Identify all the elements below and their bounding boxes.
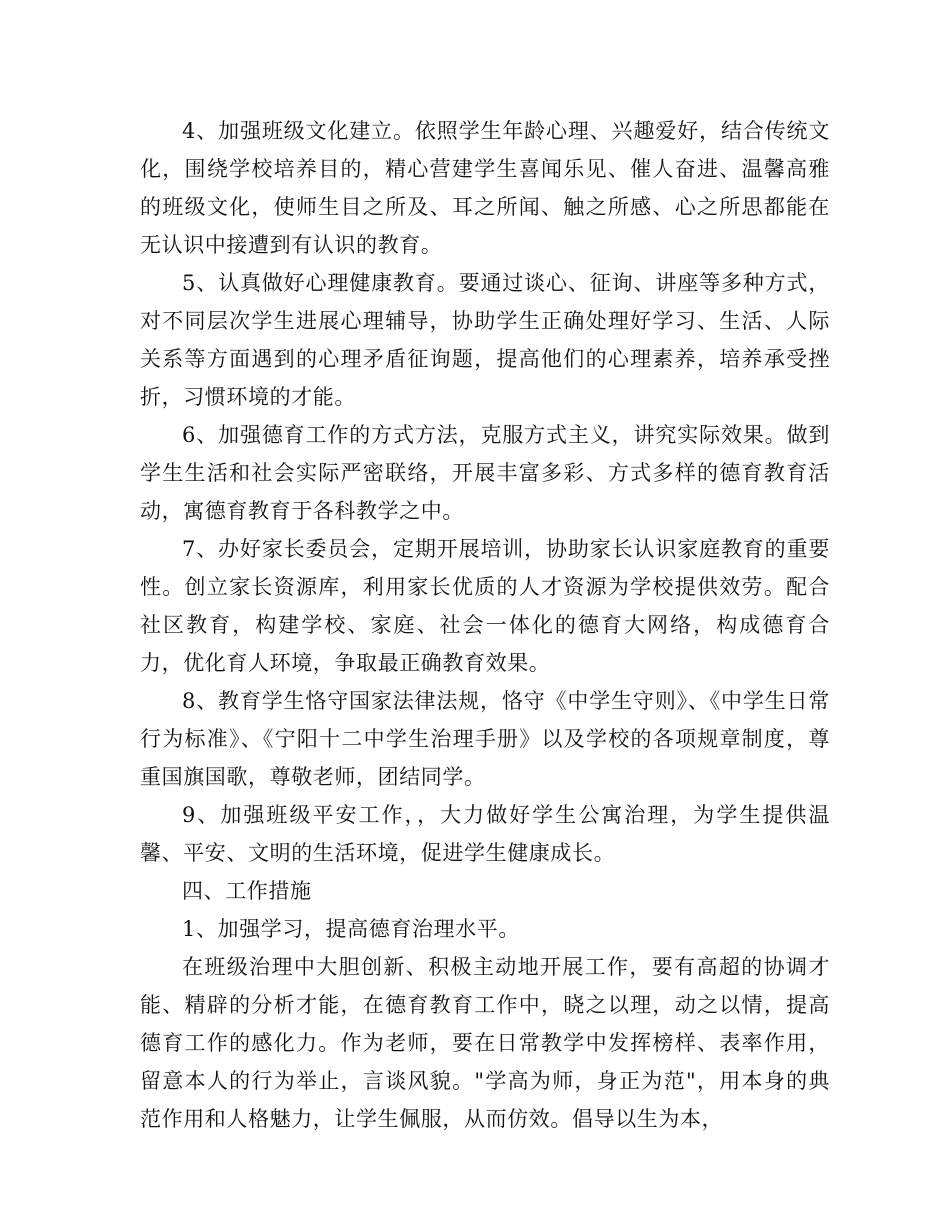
paragraph-class-safety: 9、加强班级平安工作，，大力做好学生公寓治理，为学生提供温馨、平安、文明的生活环境，促进学生健康成长。 <box>140 803 830 865</box>
paragraph-class-management: 在班级治理中大胆创新、积极主动地开展工作，要有高超的协调才能、精辟的分析才能，在德育教育工作中，晓之以理，动之以情，提高德育工作的感化力。作为老师，要在日常教学中发挥榜样、表率作用，留意本人的行为举止，言谈风貌。"学高为师，身正为范"，用本身的典范作用和人格魅力，让学生佩服，从而仿效。倡导以生为本， <box>140 955 830 1131</box>
paragraph-parent-committee: 7、办好家长委员会，定期开展培训，协助家长认识家庭教育的重要性。创立家长资源库，利用家长优质的人才资源为学校提供效劳。配合社区教育，构建学校、家庭、社会一体化的德育大网络，构成德育合力，优化育人环境，争取最正确教育效果。 <box>140 537 830 675</box>
document-body <box>140 112 830 1138</box>
paragraph-moral-methods: 6、加强德育工作的方式方法，克服方式主义，讲究实际效果。做到学生生活和社会实际严密联络，开展丰富多彩、方式多样的德育教育活动，寓德育教育于各科教学之中。 <box>140 423 830 523</box>
paragraph-mental-health: 5、认真做好心理健康教育。要通过谈心、征询、讲座等多种方式，对不同层次学生进展心理辅导，协助学生正确处理好学习、生活、人际关系等方面遇到的心理矛盾征询题，提高他们的心理素养，培养承受挫折，习惯环境的才能。 <box>140 271 830 409</box>
section-heading-measures: 四、工作措施 <box>182 879 312 903</box>
paragraph-class-culture: 4、加强班级文化建立。依照学生年龄心理、兴趣爱好，结合传统文化，围绕学校培养目的，精心营建学生喜闻乐见、催人奋进、温馨高雅的班级文化，使师生目之所及、耳之所闻、触之所感、心之所思都能在无认识中接遭到有认识的教育。 <box>140 119 830 257</box>
subheading-strengthen-learning: 1、加强学习，提高德育治理水平。 <box>182 917 520 941</box>
paragraph-laws-rules: 8、教育学生恪守国家法律法规，恪守《中学生守则》、《中学生日常行为标准》、《宁阳十二中学生治理手册》以及学校的各项规章制度，尊重国旗国歌，尊敬老师，团结同学。 <box>140 689 830 789</box>
